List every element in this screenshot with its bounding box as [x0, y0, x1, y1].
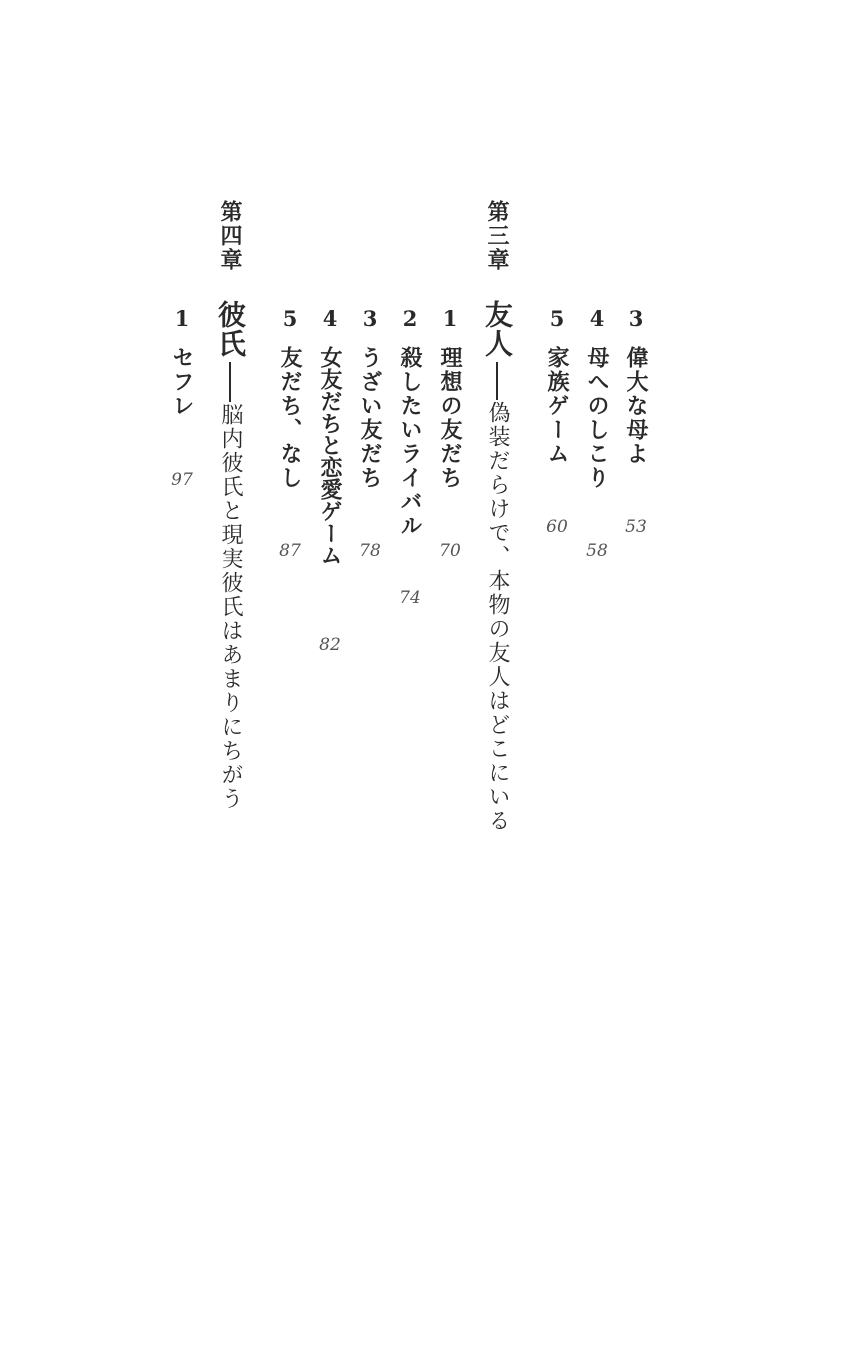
em-dash	[229, 362, 231, 402]
toc-entry	[162, 300, 202, 500]
chapter-title: 友人	[481, 300, 514, 358]
entry-title: 殺したいライバル	[397, 346, 423, 538]
entry-title: 家族ゲーム	[544, 346, 570, 466]
entry-title: 偉大な母よ	[623, 346, 649, 466]
toc-entry	[537, 300, 577, 560]
chapter-title: 彼氏	[214, 300, 247, 358]
chapter-label: 第四章	[217, 200, 243, 272]
entry-title: うざい友だち	[357, 346, 383, 490]
entry-number: 4	[322, 306, 338, 331]
toc-entry	[577, 300, 617, 570]
entry-title: 母へのしこり	[584, 346, 610, 490]
entry-title: セフレ	[169, 346, 195, 418]
entry-title: 女友だちと恋愛ゲーム	[317, 346, 343, 566]
entry-page-number: 82	[319, 635, 341, 655]
entry-number: 5	[549, 306, 565, 331]
entry-title: 理想の友だち	[437, 346, 463, 490]
entry-page-number: 78	[359, 541, 381, 561]
chapter-label: 第三章	[484, 200, 510, 272]
entry-number: 5	[282, 306, 298, 331]
entry-page-number: 58	[586, 541, 608, 561]
entry-page-number: 60	[546, 517, 568, 537]
entry-page-number: 87	[279, 541, 301, 561]
toc-entry	[310, 300, 350, 660]
toc-entry	[390, 300, 430, 620]
chapter-heading	[210, 200, 250, 820]
toc-entry	[430, 300, 470, 570]
entry-title: 友だち、なし	[277, 346, 303, 490]
toc-entry	[616, 300, 656, 560]
entry-number: 1	[442, 306, 458, 331]
chapter-heading	[477, 200, 517, 840]
chapter-subtitle: 脳内彼氏と現実彼氏はあまりにちがう	[218, 403, 243, 811]
entry-number: 3	[628, 306, 644, 331]
entry-number: 4	[589, 306, 605, 331]
chapter-subtitle: 偽装だらけで、本物の友人はどこにいる	[485, 401, 510, 833]
toc-entry	[350, 300, 390, 570]
entry-page-number: 97	[171, 470, 193, 490]
entry-page-number: 70	[439, 541, 461, 561]
toc-entry	[270, 300, 310, 570]
entry-number: 1	[174, 306, 190, 331]
entry-page-number: 53	[625, 517, 647, 537]
entry-number: 2	[402, 306, 418, 331]
entry-number: 3	[362, 306, 378, 331]
entry-page-number: 74	[399, 588, 421, 608]
em-dash	[496, 362, 498, 400]
